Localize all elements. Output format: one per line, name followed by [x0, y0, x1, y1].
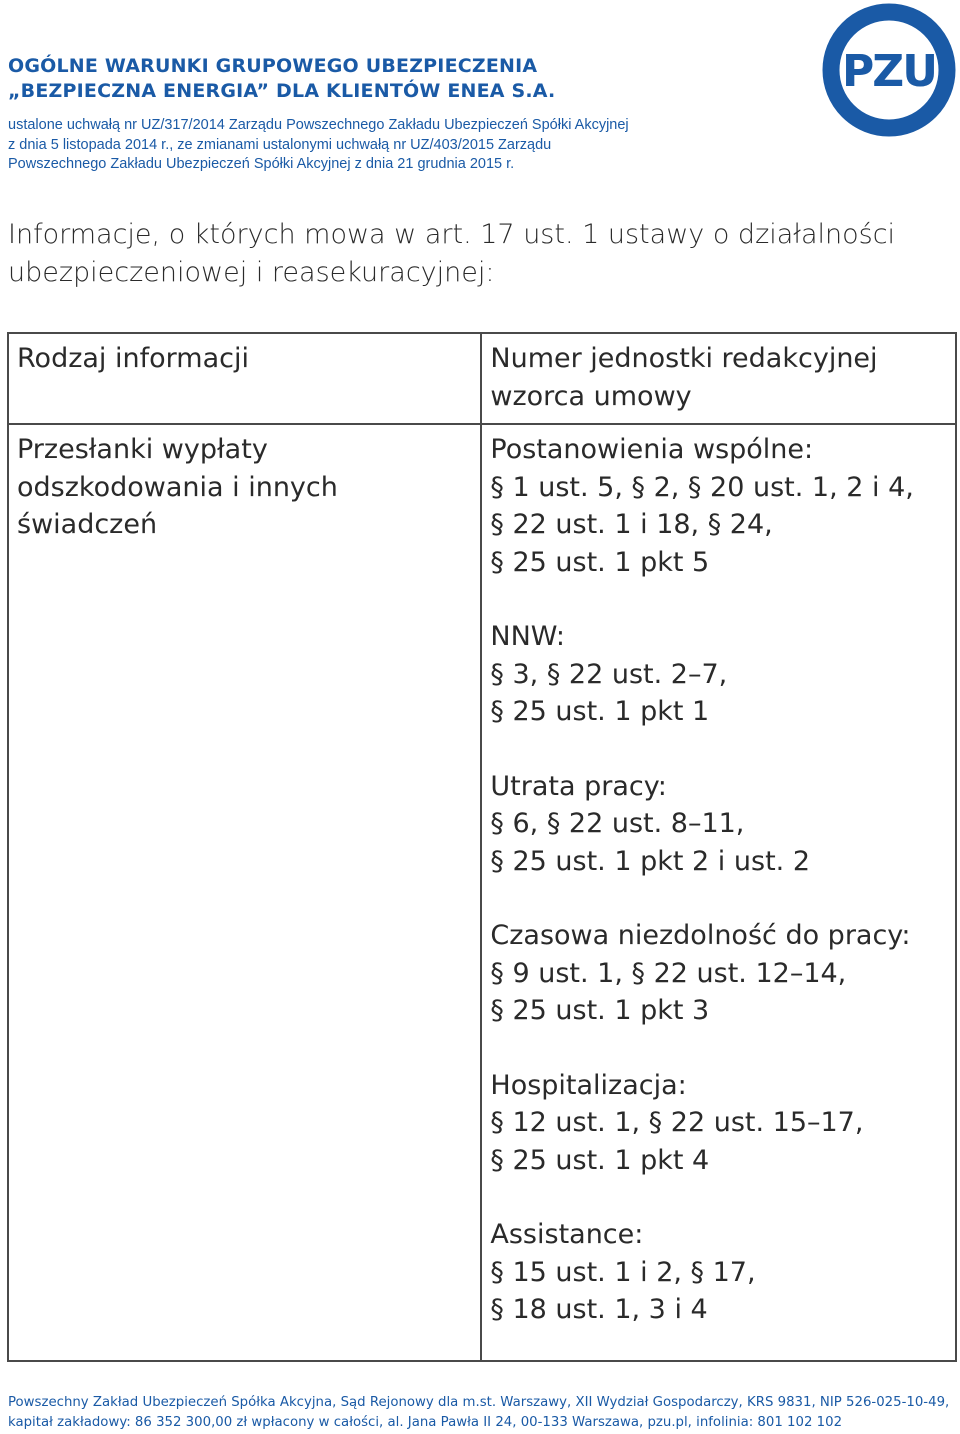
footer-line-2: kapitał zakładowy: 86 352 300,00 zł wpłacony w całości, al. Jana Pawła II 24, 00-133 Warszawa, pzu.pl, infolinia: 801 102 102 — [8, 1415, 843, 1430]
group-ref-line: § 1 ust. 5, § 2, § 20 ust. 1, 2 i 4, — [490, 471, 914, 503]
document-subtitle — [8, 116, 788, 175]
group-ref-line: § 3, § 22 ust. 2–7, — [490, 658, 728, 690]
group-assistance — [490, 1216, 947, 1329]
group-ref-line: § 15 ust. 1 i 2, § 17, — [490, 1256, 756, 1288]
row-left-line-3: świadczeń — [17, 509, 158, 540]
title-line-2: „BEZPIECZNA ENERGIA” DLA KLIENTÓW ENEA S.A. — [8, 80, 556, 102]
group-nnw — [490, 618, 947, 731]
intro-line-2: ubezpieczeniowej i reasekuracyjnej: — [8, 257, 495, 288]
group-ref-line: § 25 ust. 1 pkt 5 — [490, 546, 710, 578]
group-title: Czasowa niezdolność do pracy: — [490, 920, 911, 951]
title-line-1: OGÓLNE WARUNKI GRUPOWEGO UBEZPIECZENIA — [8, 55, 538, 77]
group-ref-line: § 25 ust. 1 pkt 4 — [490, 1144, 710, 1176]
footer-line-1: Powszechny Zakład Ubezpieczeń Spółka Akcyjna, Sąd Rejonowy dla m.st. Warszawy, XII Wydział Gospodarczy, KRS 9831, NIP 526-025-10-49, — [8, 1395, 950, 1410]
header-left-label: Rodzaj informacji — [17, 343, 249, 374]
subtitle-line-3: Powszechnego Zakładu Ubezpieczeń Spółki Akcyjnej z dnia 21 grudnia 2015 r. — [8, 156, 515, 172]
group-ref-line: § 9 ust. 1, § 22 ust. 12–14, — [490, 957, 847, 989]
logo-text: PZU — [842, 46, 936, 97]
group-ref-line: § 12 ust. 1, § 22 ust. 15–17, — [490, 1107, 864, 1138]
row-left-line-1: Przesłanki wypłaty — [17, 434, 268, 465]
intro-heading — [8, 216, 948, 292]
pzu-logo — [822, 3, 956, 137]
group-title: Assistance: — [490, 1219, 644, 1250]
header-right-line-1: Numer jednostki redakcyjnej — [490, 343, 878, 374]
intro-line-1: Informacje, o których mowa w art. 17 ust. 1 ustawy o działalności — [8, 219, 896, 250]
table-header-row — [8, 333, 956, 424]
page-footer — [8, 1393, 958, 1433]
group-ref-line: § 22 ust. 1 i 18, § 24, — [490, 509, 773, 540]
group-title: NNW: — [490, 621, 565, 652]
row-cell-left — [8, 424, 481, 1361]
header-right-line-2: wzorca umowy — [490, 380, 692, 412]
group-ref-line: § 25 ust. 1 pkt 1 — [490, 696, 710, 727]
header-cell-left — [8, 333, 481, 424]
group-ref-line: § 18 ust. 1, 3 i 4 — [490, 1294, 708, 1325]
group-ref-line: § 25 ust. 1 pkt 2 i ust. 2 — [490, 845, 811, 877]
document-title — [8, 54, 808, 104]
info-table — [7, 332, 957, 1362]
group-temporary-incapacity — [490, 917, 947, 1030]
group-title: Utrata pracy: — [490, 770, 667, 802]
group-job-loss — [490, 768, 947, 881]
subtitle-line-2: z dnia 5 listopada 2014 r., ze zmianami ustalonymi uchwałą nr UZ/403/2015 Zarządu — [8, 136, 552, 153]
group-ref-line: § 25 ust. 1 pkt 3 — [490, 995, 710, 1026]
row-cell-right — [481, 424, 956, 1361]
row-left-line-2: odszkodowania i innych — [17, 471, 338, 503]
group-ref-line: § 6, § 22 ust. 8–11, — [490, 808, 745, 839]
table-row — [8, 424, 956, 1361]
group-title: Hospitalizacja: — [490, 1069, 687, 1101]
header-cell-right — [481, 333, 956, 424]
group-common — [490, 431, 947, 581]
group-hospitalization — [490, 1067, 947, 1180]
group-title: Postanowienia wspólne: — [490, 434, 814, 465]
subtitle-line-1: ustalone uchwałą nr UZ/317/2014 Zarządu Powszechnego Zakładu Ubezpieczeń Spółki Akcyjnej — [8, 117, 629, 133]
